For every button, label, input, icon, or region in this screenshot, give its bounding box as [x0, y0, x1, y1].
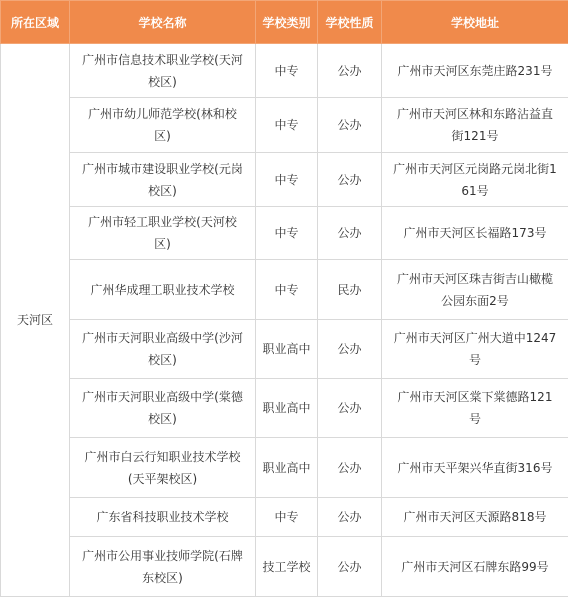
school-nature-cell: 公办: [318, 153, 382, 207]
table-row: [1, 498, 568, 537]
school-address-cell: 广州市天河区广州大道中1247号: [382, 320, 568, 379]
school-name-cell: 广州市信息技术职业学校(天河校区): [70, 44, 256, 98]
header-school-nature: 学校性质: [318, 1, 382, 44]
school-address-cell: 广州市天河区林和东路沾益直街121号: [382, 98, 568, 153]
table-row: [1, 153, 568, 207]
school-nature-cell: 公办: [318, 438, 382, 498]
school-type-cell: 技工学校: [256, 537, 318, 597]
school-address-cell: 广州市天河区棠下棠德路121号: [382, 379, 568, 438]
header-school-name: 学校名称: [70, 1, 256, 44]
table-row: [1, 537, 568, 597]
school-type-cell: 中专: [256, 207, 318, 260]
school-name-cell: 广州市公用事业技师学院(石牌东校区): [70, 537, 256, 597]
region-cell: 天河区: [1, 44, 70, 597]
school-name-cell: 广州市天河职业高级中学(棠德校区): [70, 379, 256, 438]
school-type-cell: 中专: [256, 260, 318, 320]
header-region: 所在区域: [1, 1, 70, 44]
header-school-address: 学校地址: [382, 1, 568, 44]
school-name-cell: 广州市轻工职业学校(天河校区): [70, 207, 256, 260]
school-type-cell: 职业高中: [256, 438, 318, 498]
school-type-cell: 中专: [256, 98, 318, 153]
table-row: [1, 320, 568, 379]
school-name-cell: 广州市白云行知职业技术学校(天平架校区): [70, 438, 256, 498]
school-nature-cell: 公办: [318, 44, 382, 98]
school-name-cell: 广州市幼儿师范学校(林和校区): [70, 98, 256, 153]
school-type-cell: 中专: [256, 498, 318, 537]
table-row: [1, 207, 568, 260]
school-type-cell: 中专: [256, 153, 318, 207]
school-type-cell: 职业高中: [256, 379, 318, 438]
school-nature-cell: 民办: [318, 260, 382, 320]
table-row: [1, 44, 568, 98]
school-address-cell: 广州市天河区珠吉街吉山橄榄公园东面2号: [382, 260, 568, 320]
school-address-cell: 广州市天河区长福路173号: [382, 207, 568, 260]
school-address-cell: 广州市天平架兴华直街316号: [382, 438, 568, 498]
table-row: [1, 438, 568, 498]
school-type-cell: 中专: [256, 44, 318, 98]
school-name-cell: 广州华成理工职业技术学校: [70, 260, 256, 320]
school-type-cell: 职业高中: [256, 320, 318, 379]
header-school-type: 学校类别: [256, 1, 318, 44]
school-nature-cell: 公办: [318, 207, 382, 260]
school-nature-cell: 公办: [318, 498, 382, 537]
school-name-cell: 广州市城市建设职业学校(元岗校区): [70, 153, 256, 207]
school-nature-cell: 公办: [318, 98, 382, 153]
school-name-cell: 广州市天河职业高级中学(沙河校区): [70, 320, 256, 379]
header-row: [1, 1, 568, 44]
school-nature-cell: 公办: [318, 379, 382, 438]
school-address-cell: 广州市天河区元岗路元岗北街161号: [382, 153, 568, 207]
school-address-cell: 广州市天河区东莞庄路231号: [382, 44, 568, 98]
school-address-cell: 广州市天河区石牌东路99号: [382, 537, 568, 597]
school-nature-cell: 公办: [318, 320, 382, 379]
table-row: [1, 379, 568, 438]
table-row: [1, 260, 568, 320]
school-nature-cell: 公办: [318, 537, 382, 597]
table-row: [1, 98, 568, 153]
table-body: [1, 44, 568, 597]
school-address-cell: 广州市天河区天源路818号: [382, 498, 568, 537]
school-name-cell: 广东省科技职业技术学校: [70, 498, 256, 537]
table-header: [1, 1, 568, 44]
